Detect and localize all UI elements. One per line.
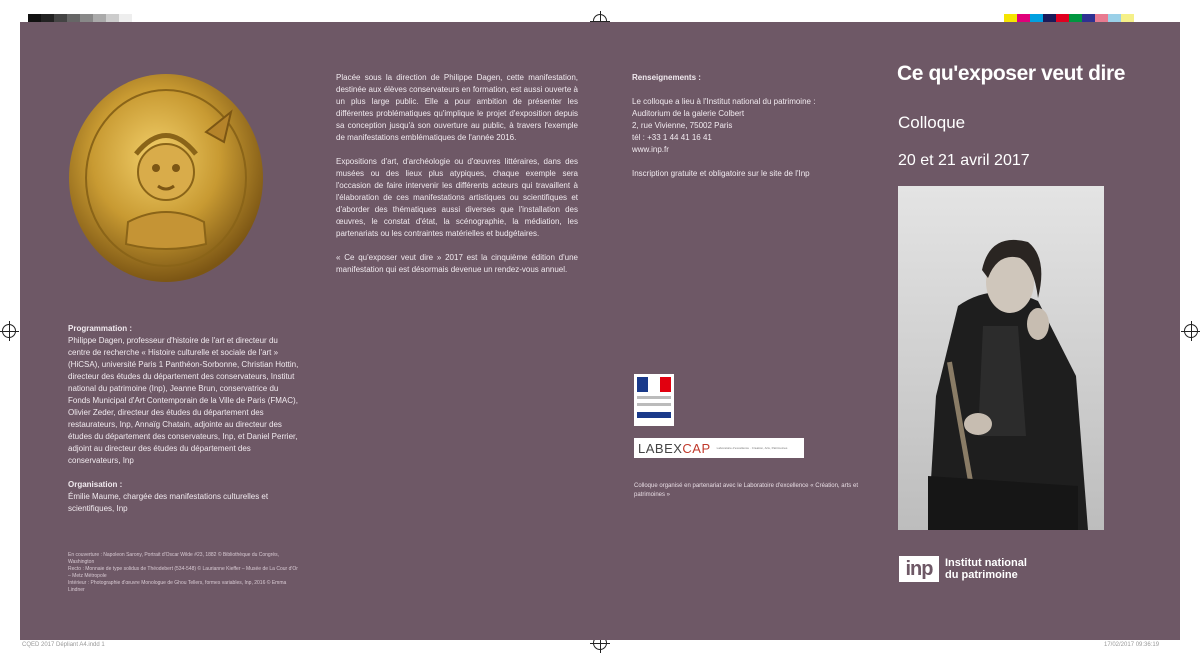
inscription-note: Inscription gratuite et obligatoire sur le site de l'Inp [632, 169, 810, 178]
gold-coin-image [66, 72, 266, 284]
labex-subtitle: Laboratoire d'excellence · Création, Arts, Patrimoines [716, 446, 788, 450]
inp-logo-box: inp [899, 556, 939, 582]
programmation-heading: Programmation : [68, 324, 133, 333]
organisation-body: Émilie Maume, chargée des manifestations culturelles et scientifiques, Inp [68, 492, 269, 513]
venue-line: Le colloque a lieu à l'Institut national du patrimoine : [632, 97, 816, 106]
partner-text: Colloque organisé en partenariat avec le Laboratoire d'excellence « Création, arts et patrimoines » [634, 483, 858, 498]
organisation-heading: Organisation : [68, 480, 123, 489]
credit-line: En couverture : Napoleon Sarony, Portrait d'Oscar Wilde #23, 1882 © Bibliothèque du Congrès, Washington [68, 552, 280, 565]
inp-logo-line: Institut national [945, 557, 1027, 569]
labex-cap-logo [634, 438, 804, 458]
programmation-section [68, 323, 300, 527]
registration-mark-left [2, 324, 16, 338]
ministry-culture-logo [634, 374, 674, 426]
website-link[interactable]: www.inp.fr [632, 145, 669, 154]
intro-text [336, 72, 578, 288]
credit-line: Recto : Monnaie de type solidus de Théodebert (534-548) © Laurianne Kieffer – Musée de La Cour d'Or – Metz Métropole [68, 566, 298, 579]
cover-title: Ce qu'exposer veut dire [896, 62, 1126, 85]
oscar-wilde-portrait-photo [898, 186, 1104, 530]
venue-line: Auditorium de la galerie Colbert [632, 109, 745, 118]
intro-paragraph: Expositions d'art, d'archéologie ou d'œuvres littéraires, dans des musées ou des lieux plus atypiques, chaque exemple sera l'occasion de faire intervenir les différents acteurs qui travaillent à l'élaboration de ces manifestations artistiques ou scientifiques et d'aborder des thématiques aussi diverses que l'installation des œuvres, le constat d'état, la scénographie, la médiation, les partenariats ou les contraintes matérielles et budgétaires. [336, 157, 578, 238]
cover-dates: 20 et 21 avril 2017 [898, 152, 1030, 169]
registration-mark-right [1184, 324, 1198, 338]
file-slug-right: 17/02/2017 09:36:19 [1104, 642, 1160, 648]
credit-line: Intérieur : Photographie d'œuvre Monologue de Ghou Tellers, formes variables, Inp, 2016 © Emma Lindner [68, 580, 287, 593]
intro-paragraph: « Ce qu'exposer veut dire » 2017 est la cinquième édition d'une manifestation qui est désormais devenue un rendez-vous annuel. [336, 253, 578, 274]
phone-line: tél : +33 1 44 41 16 41 [632, 133, 712, 142]
cover-subtitle: Colloque [898, 113, 966, 132]
address-line: 2, rue Vivienne, 75002 Paris [632, 121, 733, 130]
intro-paragraph: Placée sous la direction de Philippe Dagen, cette manifestation, destinée aux élèves conservateurs en formation, est aussi ouverte à un plus large public. Elle a pour ambition de présenter les différentes problématiques qu'implique le projet d'exposition depuis sa conception jusqu'à son ouverture au public, à travers l'exemple de manifestations emblématiques de l'année 2016. [336, 73, 578, 142]
programmation-body: Philippe Dagen, professeur d'histoire de l'art et directeur du centre de recherche « Histoire culturelle et sociale de l'art » (HiCSA), université Paris 1 Panthéon-Sorbonne, Christian Hottin, directeur des études du département des conservateurs, Institut national du patrimoine (Inp), Jeanne Brun, conservatrice du Fonds Municipal d'Art Contemporain de la Ville de Paris (FMAC), Olivier Zeder, directeur des études du département des restaurateurs, Inp, Annaïg Chatain, adjointe au directeur des études du département des conservateurs, Inp, et Daniel Perrier, adjoint au directeur des études du département des conservateurs, Inp [68, 336, 299, 465]
file-slug-left: CQED 2017 Dépliant A4.indd 1 [22, 642, 105, 648]
renseignements-section [632, 72, 842, 192]
labex-text: LABEX [638, 440, 683, 456]
inp-logo-line: du patrimoine [945, 569, 1018, 581]
labex-cap-text: CAP [682, 440, 711, 456]
photo-credits [68, 552, 300, 594]
renseignements-heading: Renseignements : [632, 73, 701, 82]
inp-logo [899, 556, 1027, 582]
